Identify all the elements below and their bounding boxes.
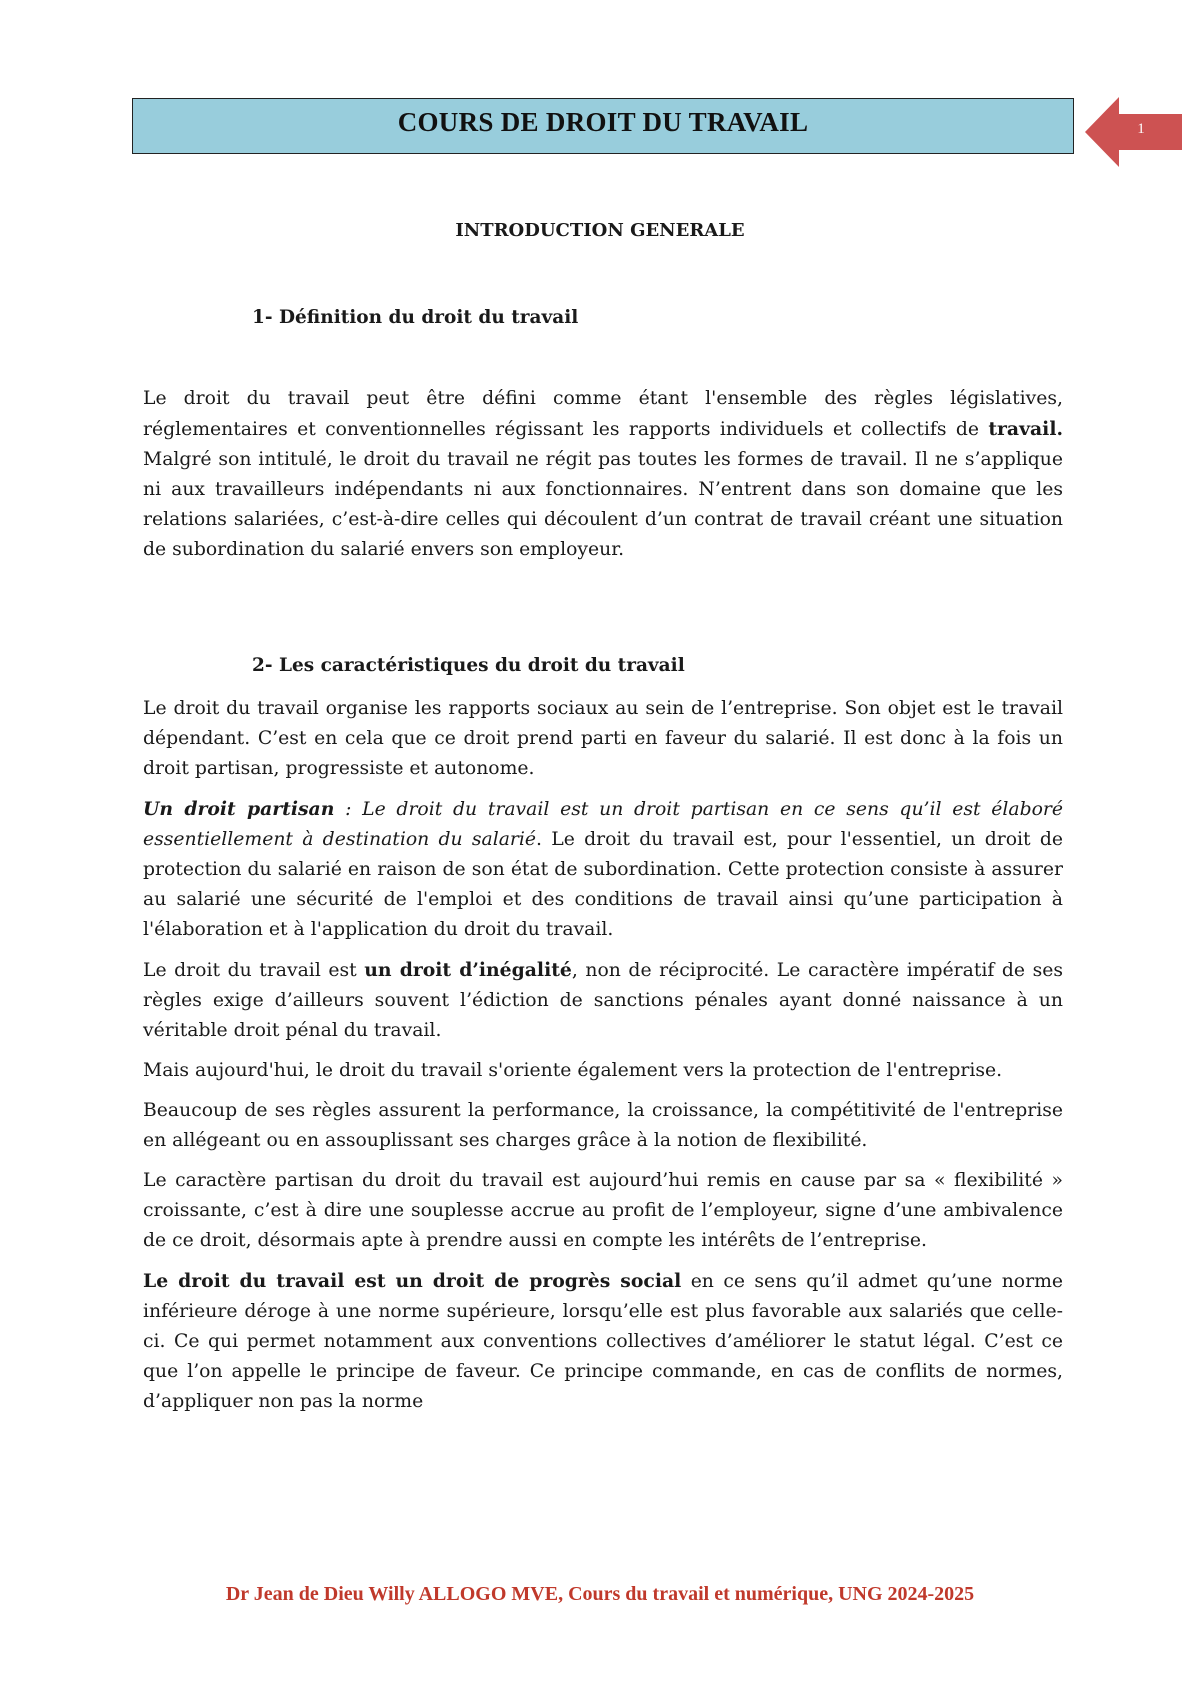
section-characteristics-body (143, 694, 1063, 1427)
text-run: Malgré son intitulé, le droit du travail ne régit pas toutes les formes de travail. Il ne s’applique ni aux travailleurs indépendants ni aux fonctionnaires. N’entrent dans son domaine que les relations salariées, c’est-à-dire celles qui découlent d’un contrat de travail créant une situation de subordination du salarié envers son employeur. (143, 449, 1063, 560)
paragraph (143, 955, 1063, 1046)
paragraph: Le caractère partisan du droit du travail est aujourd’hui remis en cause par sa « flexibilité » croissante, c’est à dire une souplesse accrue au profit de l’employeur, signe d’une ambivalence de ce droit, désormais apte à prendre aussi en compte les intérêts de l’entreprise. (143, 1170, 1063, 1251)
page-number: 1 (1137, 121, 1145, 137)
text-run: Le droit du travail peut être défini comme étant l'ensemble des règles législatives, réglementaires et conventionnelles régissant les rapports individuels et collectifs de (143, 388, 1063, 440)
paragraph: Mais aujourd'hui, le droit du travail s'oriente également vers la protection de l'entreprise. (143, 1060, 1003, 1081)
paragraph (143, 794, 1063, 945)
paragraph: Le droit du travail organise les rapports sociaux au sein de l’entreprise. Son objet est le travail dépendant. C’est en cela que ce droit prend parti en faveur du salarié. Il est donc à la fois un droit partisan, progressiste et autonome. (143, 698, 1063, 779)
section-definition-body (143, 384, 1063, 575)
text-run: Le droit du travail est (143, 960, 365, 981)
text-run: en ce sens qu’il admet qu’une norme inférieure déroge à une norme supérieure, lorsqu’elle est plus favorable aux salariés que celle-ci. Ce qui permet notamment aux conventions collectives d’améliorer le statut légal. C’est ce que l’on appelle le principe de faveur. Ce principe commande, en cas de conflits de normes, d’appliquer non pas la norme (143, 1271, 1063, 1412)
paragraph: Beaucoup de ses règles assurent la performance, la croissance, la compétitivité de l'entreprise en allégeant ou en assouplissant ses charges grâce à la notion de flexibilité. (143, 1100, 1063, 1151)
bold-term: Le droit du travail est un droit de progrès social (143, 1270, 682, 1292)
paragraph (143, 384, 1063, 565)
bold-term: un droit d’inégalité (364, 959, 572, 981)
section-heading-characteristics: 2- Les caractéristiques du droit du travail (252, 655, 685, 676)
text-run: , non de réciprocité. Le caractère impératif de ses règles exige d’ailleurs souvent l’édiction de sanctions pénales ayant donné naissance à un véritable droit pénal du travail. (143, 960, 1063, 1041)
intro-title: INTRODUCTION GENERALE (455, 220, 745, 241)
document-title-box (132, 98, 1074, 154)
text-run: . Le droit du travail est, pour l'essentiel, un droit de protection du salarié en raison de son état de subordination. Cette protection consiste à assurer au salarié une sécurité de l'emploi et des conditions de travail ainsi qu’une participation à l'élaboration et à l'application du droit du travail. (143, 829, 1063, 940)
bold-italic-term: Un droit partisan (143, 798, 335, 820)
page-footer: Dr Jean de Dieu Willy ALLOGO MVE, Cours du travail et numérique, UNG 2024-2025 (225, 1583, 975, 1605)
document-title: COURS DE DROIT DU TRAVAIL (397, 107, 809, 137)
paragraph (143, 1266, 1063, 1417)
italic-text: : Le droit du travail est un droit partisan en ce sens qu’il est élaboré essentiellement à destination du salarié (143, 799, 1064, 850)
section-heading-definition: 1- Définition du droit du travail (252, 307, 579, 328)
bold-term: travail. (988, 418, 1063, 440)
